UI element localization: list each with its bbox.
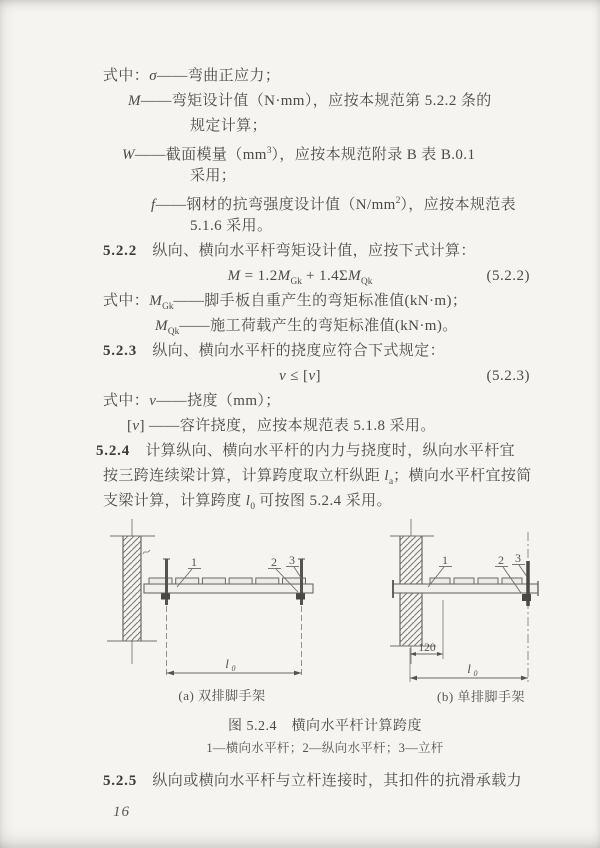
callout-1-a: 1 bbox=[191, 555, 197, 569]
caption-a: (a) 双排脚手架 bbox=[178, 688, 266, 703]
span-l0-label-b: l bbox=[467, 661, 471, 676]
page-number: 16 bbox=[113, 804, 130, 820]
definition-moment-cont: 规定计算； bbox=[190, 118, 268, 134]
diagram-a-double-row bbox=[107, 519, 313, 703]
definition-modulus: W——截面模量$(mm^3)$，应按本规范附录 B 表 B.0.1 bbox=[122, 146, 476, 163]
figure-legend: 1—横向水平杆；2—纵向水平杆；3—立杆 bbox=[206, 741, 444, 755]
planks-b bbox=[430, 578, 522, 584]
definition-mgk: 式中：$M_{Gk}——$脚手板自重产生的弯矩标准值(kN·m)； bbox=[103, 293, 468, 312]
section-5-2-4-heading: 5.2.4 计算纵向、横向水平杆的内力与挠度时，纵向水平杆宜 bbox=[96, 443, 516, 459]
formula-5-2-2-number: (5.2.2) bbox=[486, 268, 530, 284]
coupler-left-a bbox=[161, 594, 170, 600]
formula-5-2-2 bbox=[0, 264, 600, 289]
section-5-2-4-cont-1: 按三跨连续梁计算，计算跨度取立杆纵距 $l_a$；横向水平杆宜按简 bbox=[103, 468, 532, 487]
transverse-bar-a bbox=[144, 584, 313, 593]
diagram-b-single-row bbox=[390, 519, 538, 704]
definition-strength: f——钢材的抗弯强度设计值$(N/mm^2)$，应按本规范表 bbox=[151, 196, 517, 213]
wall-offset-label: 120 bbox=[418, 642, 436, 654]
coupler-b bbox=[522, 594, 531, 601]
span-l0-sub-b: 0 bbox=[473, 669, 478, 678]
formula-5-2-2-expression: $M = 1.2M_{Gk} + 1.4\Sigma M_{Qk}$ bbox=[227, 268, 373, 287]
definition-mqk: $M_{Qk}——$施工荷载产生的弯矩标准值(kN·m)。 bbox=[155, 318, 458, 337]
caption-b: (b) 单排脚手架 bbox=[437, 689, 525, 704]
span-l0-label-a: l bbox=[225, 656, 229, 671]
formula-5-2-3-number: (5.2.3) bbox=[486, 368, 530, 384]
planks-a bbox=[149, 578, 306, 584]
callout-3-b: 3 bbox=[515, 551, 521, 565]
formula-5-2-3 bbox=[0, 364, 600, 389]
callout-2-a: 2 bbox=[271, 555, 277, 569]
definition-v-allow: [v] ——容许挠度，应按本规范表 5.1.8 采用。 bbox=[127, 418, 436, 434]
dimension-l0-a bbox=[167, 656, 302, 675]
section-5-2-4-cont-2: 支梁计算，计算跨度 $l_0$ 可按图 5.2.4 采用。 bbox=[103, 493, 392, 512]
span-l0-sub-a: 0 bbox=[231, 664, 236, 673]
callout-1-b: 1 bbox=[442, 553, 448, 567]
definition-modulus-cont: 采用； bbox=[190, 168, 237, 184]
definition-strength-cont: 5.1.6 采用。 bbox=[190, 218, 273, 234]
coupler-right-a bbox=[296, 594, 305, 600]
figure-title: 图 5.2.4 横向水平杆计算跨度 bbox=[228, 719, 422, 734]
figure-5-2-4 bbox=[0, 514, 600, 714]
section-5-2-3-heading: 5.2.3 纵向、横向水平杆的挠度应符合下式规定： bbox=[103, 343, 446, 359]
callout-2-b: 2 bbox=[498, 553, 504, 567]
callout-3-a: 3 bbox=[289, 553, 295, 567]
wall-break-squiggle-a bbox=[143, 550, 150, 554]
definition-moment: M——弯矩设计值（N·mm），应按本规范第 5.2.2 条的 bbox=[128, 93, 492, 109]
wall-hatch-a bbox=[123, 536, 141, 641]
dimension-l0-b bbox=[410, 661, 528, 680]
formula-5-2-3-expression: v ≤ [v] bbox=[279, 368, 321, 384]
figure-5-2-4-drawing bbox=[0, 514, 600, 714]
definition-sigma: 式中：σ——弯曲正应力； bbox=[103, 68, 281, 84]
definition-v: 式中：v——挠度（mm）； bbox=[103, 393, 281, 409]
section-5-2-2-heading: 5.2.2 纵向、横向水平杆弯矩设计值，应按下式计算： bbox=[103, 243, 476, 259]
section-5-2-5-heading: 5.2.5 纵向或横向水平杆与立杆连接时，其扣件的抗滑承载力 bbox=[103, 773, 523, 789]
